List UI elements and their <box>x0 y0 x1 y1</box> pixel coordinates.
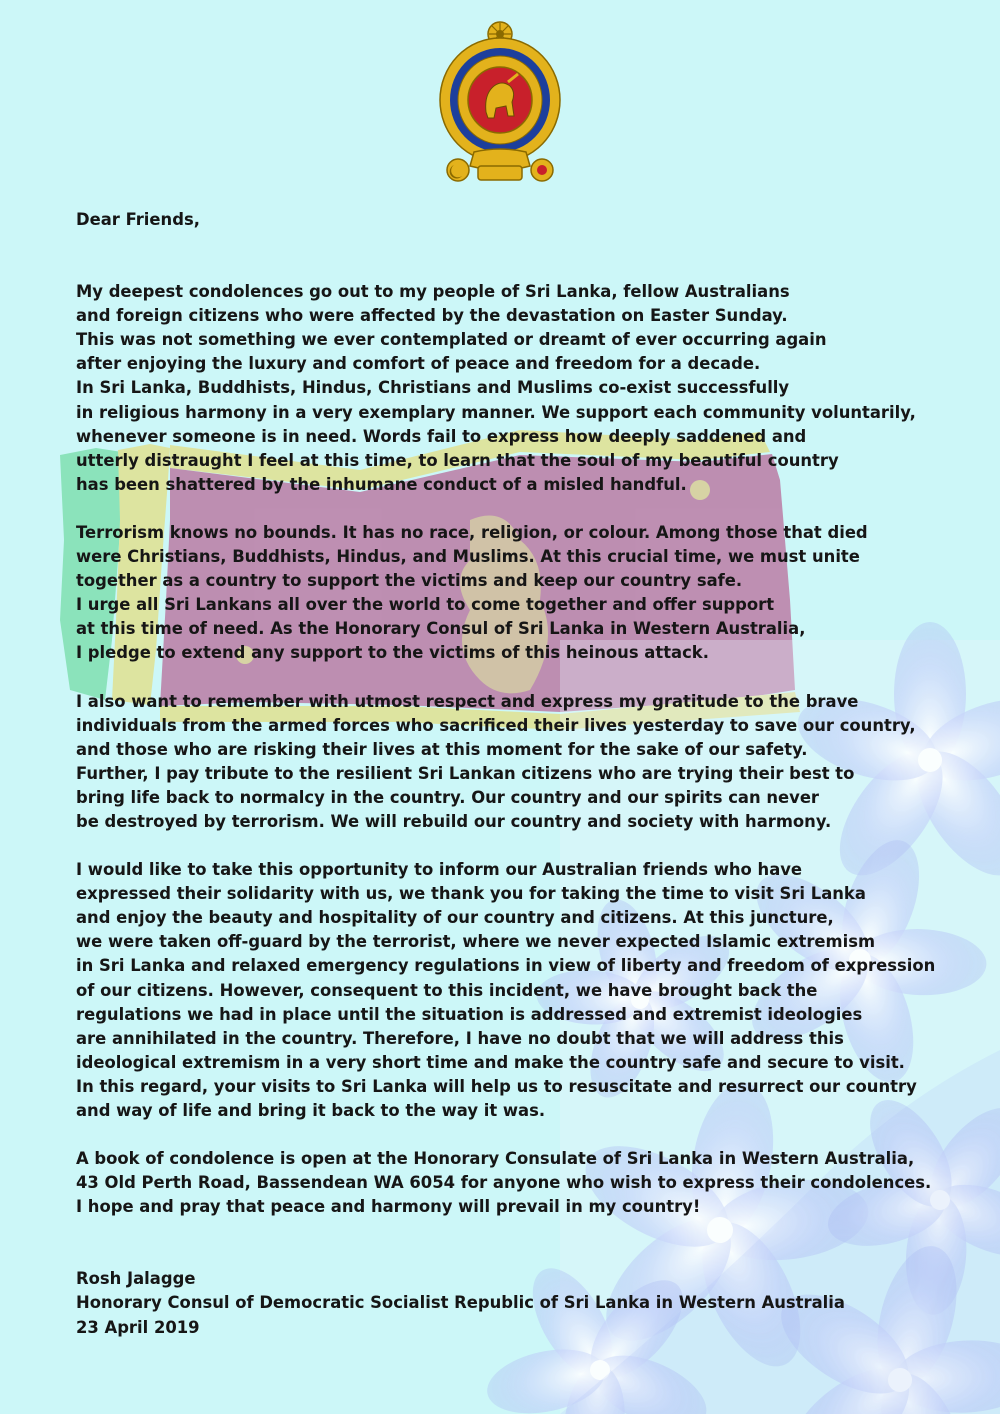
paragraph-line: together as a country to support the victims and keep our country safe. <box>76 571 743 591</box>
paragraph-line: and enjoy the beauty and hospitality of our country and citizens. At this juncture, <box>76 908 834 928</box>
paragraph-line: of our citizens. However, consequent to this incident, we have brought back the <box>76 980 818 1000</box>
signature-block <box>76 1267 976 1339</box>
paragraph-line: Further, I pay tribute to the resilient Sri Lankan citizens who are trying their best to <box>76 763 855 783</box>
paragraph-line: Terrorism knows no bounds. It has no race, religion, or colour. Among those that died <box>76 522 868 542</box>
letter-body <box>76 208 976 1340</box>
paragraph-line: and those who are risking their lives at this moment for the sake of our safety. <box>76 739 808 759</box>
paragraph-line: In Sri Lanka, Buddhists, Hindus, Christians and Muslims co-exist successfully <box>76 378 790 398</box>
signatory-name: Rosh Jalagge <box>76 1269 196 1289</box>
paragraph-terrorism <box>76 521 976 666</box>
paragraph-line: I also want to remember with utmost respect and express my gratitude to the brave <box>76 691 859 711</box>
paragraph-line: I hope and pray that peace and harmony will prevail in my country! <box>76 1197 701 1217</box>
paragraph-line: at this time of need. As the Honorary Consul of Sri Lanka in Western Australia, <box>76 619 806 639</box>
paragraph-line: we were taken off-guard by the terrorist, where we never expected Islamic extremism <box>76 932 876 952</box>
paragraph-line: in religious harmony in a very exemplary manner. We support each community voluntarily, <box>76 402 916 422</box>
spacer <box>76 1219 976 1267</box>
paragraph-line: in Sri Lanka and relaxed emergency regulations in view of liberty and freedom of expression <box>76 956 936 976</box>
paragraph-line: My deepest condolences go out to my people of Sri Lanka, fellow Australians <box>76 282 790 302</box>
paragraph-line: 43 Old Perth Road, Bassendean WA 6054 for anyone who wish to express their condolences. <box>76 1173 932 1193</box>
paragraph-line: has been shattered by the inhumane conduct of a misled handful. <box>76 474 687 494</box>
paragraph-line: bring life back to normalcy in the country. Our country and our spirits can never <box>76 787 820 807</box>
paragraph-line: and way of life and bring it back to the way it was. <box>76 1101 546 1120</box>
paragraph-line: expressed their solidarity with us, we thank you for taking the time to visit Sri Lanka <box>76 884 866 904</box>
paragraph-line: individuals from the armed forces who sacrificed their lives yesterday to save our country, <box>76 715 916 735</box>
paragraph-line: A book of condolence is open at the Honorary Consulate of Sri Lanka in Western Australia, <box>76 1149 915 1169</box>
paragraph-line: and foreign citizens who were affected by the devastation on Easter Sunday. <box>76 306 788 326</box>
paragraph-line: I would like to take this opportunity to inform our Australian friends who have <box>76 860 803 880</box>
paragraph-line: after enjoying the luxury and comfort of peace and freedom for a decade. <box>76 354 761 374</box>
paragraph-line: were Christians, Buddhists, Hindus, and Muslims. At this crucial time, we must unite <box>76 547 860 567</box>
greeting: Dear Friends, <box>76 210 200 229</box>
paragraph-line: whenever someone is in need. Words fail to express how deeply saddened and <box>76 426 807 446</box>
paragraph-line: be destroyed by terrorism. We will rebuild our country and society with harmony. <box>76 811 832 831</box>
paragraph-line: utterly distraught I feel at this time, to learn that the soul of my beautiful country <box>76 450 839 470</box>
signatory-title: Honorary Consul of Democratic Socialist Republic of Sri Lanka in Western Australia <box>76 1293 845 1313</box>
paragraph-condolences <box>76 280 976 497</box>
paragraph-condolence-book <box>76 1147 976 1219</box>
paragraph-line: regulations we had in place until the situation is addressed and extremist ideologies <box>76 1004 863 1024</box>
paragraph-line: This was not something we ever contemplated or dreamt of ever occurring again <box>76 330 827 350</box>
paragraph-line: In this regard, your visits to Sri Lanka will help us to resuscitate and resurrect our country <box>76 1076 917 1096</box>
paragraph-line: are annihilated in the country. Therefore, I have no doubt that we will address this <box>76 1028 844 1048</box>
paragraph-line: I urge all Sri Lankans all over the world to come together and offer support <box>76 595 775 615</box>
paragraph-line: I pledge to extend any support to the victims of this heinous attack. <box>76 643 709 663</box>
paragraph-australian-friends <box>76 858 976 1123</box>
paragraph-line: ideological extremism in a very short time and make the country safe and secure to visit. <box>76 1052 905 1072</box>
letter-date: 23 April 2019 <box>76 1317 200 1337</box>
paragraph-tribute <box>76 690 976 835</box>
sri-lanka-emblem-icon <box>438 20 562 186</box>
